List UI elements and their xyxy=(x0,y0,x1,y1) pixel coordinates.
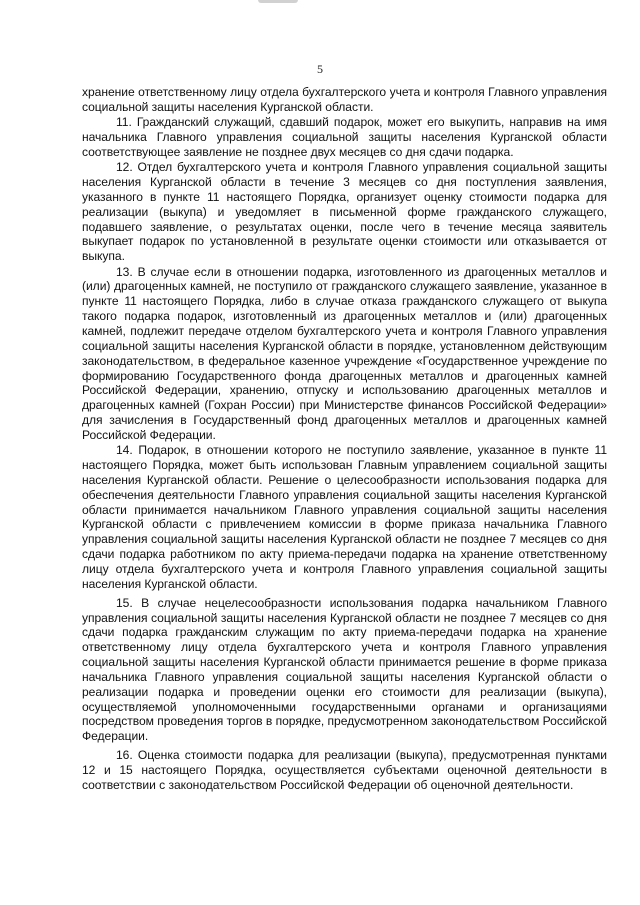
paragraph-15: 15. В случае нецелесообразности использования подарка начальником Главного управления социальной защиты населения Курганской области не позднее 7 месяцев со дня сдачи подарка гражданским служащим по акту приема-передачи подарка на хранение ответственному лицу отдела бухгалтерского учета и контроля Главного управления социальной защиты населения Курганской области принимается решение в форме приказа начальника Главного управления социальной защиты населения Курганской области о реализации подарка и проведении оценки его стоимости для реализации (выкупа), осуществляемой уполномоченными государственными органами и организациями посредством проведения торгов в порядке, предусмотренном законодательством Российской Федерации. xyxy=(82,595,607,744)
page-number: 5 xyxy=(317,62,323,76)
paragraph-11: 11. Гражданский служащий, сдавший подарок, может его выкупить, направив на имя начальника Главного управления социальной защиты населения Курганской области соответствующее заявление не позднее двух месяцев со дня сдачи подарка. xyxy=(82,115,607,159)
paragraph-continuation: хранение ответственному лицу отдела бухгалтерского учета и контроля Главного управления социальной защиты населения Курганской области. xyxy=(82,85,607,114)
paragraph-12: 12. Отдел бухгалтерского учета и контроля Главного управления социальной защиты населения Курганской области в течение 3 месяцев со дня поступления заявления, указанного в пункте 11 настоящего Порядка, организует оценку стоимости подарка для реализации (выкупа) и уведомляет в письменной форме гражданского служащего, подавшего заявление, о результатах оценки, после чего в течение месяца заявитель выкупает подарок по установленной в результате оценки стоимости или отказывается от выкупа. xyxy=(82,160,607,264)
paragraph-13: 13. В случае если в отношении подарка, изготовленного из драгоценных металлов и (или) драгоценных камней, не поступило от гражданского служащего заявление, указанное в пункте 11 настоящего Порядка, либо в случае отказа гражданского служащего от выкупа такого подарка подарок, изготовленный из драгоценных металлов и (или) драгоценных камней, подлежит передаче отделом бухгалтерского учета и контроля Главного управления социальной защиты населения Курганской области в порядке, установленном действующим законодательством, в федеральное казенное учреждение «Государственное учреждение по формированию Государственного фонда драгоценных металлов и драгоценных камней Российской Федерации, хранению, отпуску и использованию драгоценных металлов и драгоценных камней (Гохран России) при Министерстве финансов Российской Федерации» для зачисления в Государственный фонд драгоценных металлов и драгоценных камней Российской Федерации. xyxy=(82,264,607,442)
document-body xyxy=(82,85,607,793)
scan-artifact xyxy=(258,0,298,3)
paragraph-16: 16. Оценка стоимости подарка для реализации (выкупа), предусмотренная пунктами 12 и 15 настоящего Порядка, осуществляется субъектами оценочной деятельности в соответствии с законодательством Российской Федерации об оценочной деятельности. xyxy=(82,748,607,792)
paragraph-14: 14. Подарок, в отношении которого не поступило заявление, указанное в пункте 11 настоящего Порядка, может быть использован Главным управлением социальной защиты населения Курганской области. Решение о целесообразности использования подарка для обеспечения деятельности Главного управления социальной защиты населения Курганской области принимается начальником Главного управления социальной защиты населения Курганской области с привлечением комиссии в форме приказа начальника Главного управления социальной защиты населения Курганской области не позднее 7 месяцев со дня сдачи подарка работником по акту приема-передачи подарка на хранение ответственному лицу отдела бухгалтерского учета и контроля Главного управления социальной защиты населения Курганской области. xyxy=(82,443,607,591)
